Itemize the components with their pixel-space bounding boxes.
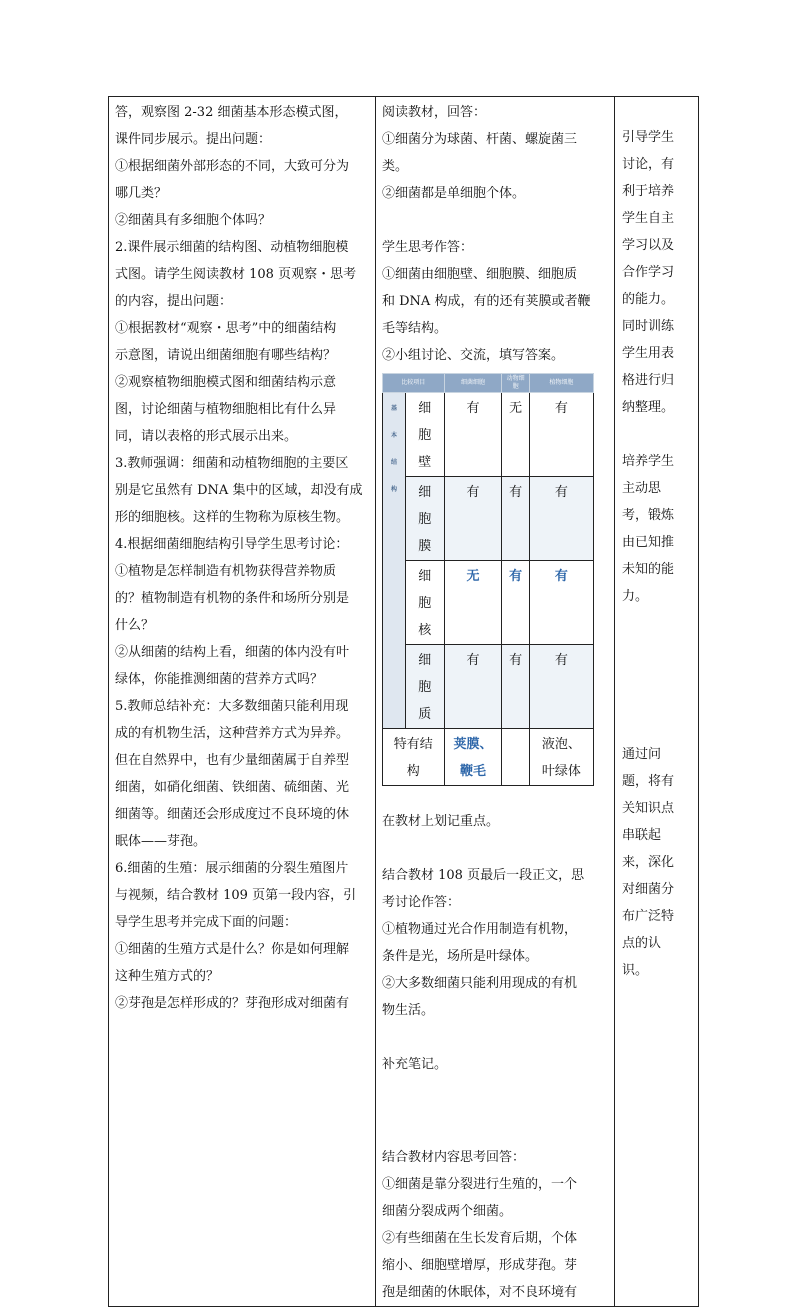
- teacher-text-line: 式图。请学生阅读教材 108 页观察・思考: [115, 267, 357, 282]
- teacher-text-line: ①植物是怎样制造有机物获得营养物质: [115, 564, 337, 579]
- teacher-text-line: 眠体——芽孢。: [115, 834, 207, 849]
- teacher-text-line: 图，讨论细菌与植物细胞相比有什么异: [115, 402, 337, 417]
- intent-text-line: 来，深化: [622, 855, 675, 870]
- intent-text-line: 力。: [622, 589, 649, 604]
- comparison-mini-table: [382, 373, 594, 786]
- intent-text-line: 利于培养: [622, 184, 675, 199]
- mini-cell: [502, 729, 529, 786]
- intent-text-line: 培养学生: [622, 454, 675, 469]
- student-text-line: 考讨论作答：: [382, 895, 461, 910]
- teacher-text-line: ②观察植物细胞模式图和细菌结构示意: [115, 375, 337, 390]
- mini-cell: 有: [502, 477, 529, 561]
- teacher-text-line: 导学生思考并完成下面的问题：: [115, 915, 298, 930]
- intent-text-line: 格进行归: [622, 373, 675, 388]
- student-text-line: ②有些细菌在生长发育后期，个体: [382, 1231, 578, 1246]
- mini-cell: 无: [444, 561, 502, 645]
- intent-text-line: 考，锻炼: [622, 508, 675, 523]
- teacher-text-line: 但在自然界中，也有少量细菌属于自养型: [115, 753, 350, 768]
- teacher-text-line: 6.细菌的生殖：展示细菌的分裂生殖图片: [115, 861, 349, 876]
- lesson-table-page: [108, 96, 686, 1300]
- lesson-plan-table: [108, 96, 699, 1307]
- mini-cell: 荚膜、鞭毛: [444, 729, 502, 786]
- teacher-text-line: 的？植物制造有机物的条件和场所分别是: [115, 591, 350, 606]
- mini-cell: 有: [529, 561, 593, 645]
- teacher-text-line: 同，请以表格的形式展示出来。: [115, 429, 298, 444]
- student-text-line: ②细菌都是单细胞个体。: [382, 186, 526, 201]
- intent-text-line: 纳整理。: [622, 400, 675, 415]
- intent-text-line: 通过问: [622, 747, 662, 762]
- mini-header: 细菌细胞: [444, 374, 502, 393]
- teacher-text-line: 哪几类？: [115, 186, 168, 201]
- intent-text-line: 串联起: [622, 828, 662, 843]
- teacher-text-line: 成的有机物生活，这种营养方式为异养。: [115, 726, 350, 741]
- teacher-text-line: 绿体，你能推测细菌的营养方式吗？: [115, 672, 324, 687]
- teacher-text-line: 什么？: [115, 618, 155, 633]
- teacher-text-line: 示意图，请说出细菌细胞有哪些结构？: [115, 348, 337, 363]
- intent-text-line: 关知识点: [622, 801, 675, 816]
- mini-cell: 有: [529, 393, 593, 477]
- teacher-text-line: 答，观察图 2-32 细菌基本形态模式图，: [115, 105, 348, 120]
- mini-cell: 细胞壁: [406, 393, 445, 477]
- student-text-line: 学生思考作答：: [382, 240, 474, 255]
- intent-text-line: 的能力。: [622, 292, 675, 307]
- student-text-line: 结合教材 108 页最后一段正文，思: [382, 868, 585, 883]
- mini-cell: 有: [529, 645, 593, 729]
- student-text-line: 孢是细菌的休眠体，对不良环境有: [382, 1285, 578, 1300]
- student-text-line: 和 DNA 构成，有的还有荚膜或者鞭: [382, 294, 591, 309]
- student-text-line: ②大多数细菌只能利用现成的有机: [382, 976, 578, 991]
- student-text-line: ①植物通过光合作用制造有机物，: [382, 922, 578, 937]
- student-text-line: ①细菌由细胞壁、细胞膜、细胞质: [382, 267, 578, 282]
- teacher-activity-cell: [109, 97, 376, 1307]
- mini-cell: 有: [444, 645, 502, 729]
- intent-text-line: 识。: [622, 963, 649, 978]
- mini-side-label: 基本结构: [383, 393, 406, 729]
- teacher-text-line: ①根据细菌外部形态的不同，大致可分为: [115, 159, 350, 174]
- teacher-text-line: 细菌，如硝化细菌、铁细菌、硫细菌、光: [115, 780, 350, 795]
- teacher-text-line: 这种生殖方式的？: [115, 969, 220, 984]
- table-row: [109, 97, 699, 1307]
- intent-text-line: 主动思: [622, 481, 662, 496]
- design-intent-cell: [615, 97, 699, 1307]
- teacher-text-line: 课件同步展示。提出问题：: [115, 132, 272, 147]
- teacher-text-line: 形的细胞核。这样的生物称为原核生物。: [115, 510, 350, 525]
- intent-text-line: 引导学生: [622, 130, 675, 145]
- student-text-line: 毛等结构。: [382, 321, 448, 336]
- teacher-text-line: 4.根据细菌细胞结构引导学生思考讨论：: [115, 537, 349, 552]
- student-text-line: ②小组讨论、交流，填写答案。: [382, 348, 565, 363]
- mini-cell: 有: [444, 393, 502, 477]
- intent-text-line: 题，将有: [622, 774, 675, 789]
- mini-header: 动物细胞: [502, 374, 529, 393]
- teacher-text-line: 细菌等。细菌还会形成度过不良环境的休: [115, 807, 350, 822]
- mini-cell: 有: [502, 645, 529, 729]
- teacher-text-line: ①根据教材“观察・思考”中的细菌结构: [115, 321, 337, 336]
- student-text-line: 细菌分裂成两个细菌。: [382, 1204, 513, 1219]
- intent-text-line: 布广泛特: [622, 909, 675, 924]
- teacher-text-line: 别是它虽然有 DNA 集中的区域，却没有成: [115, 483, 363, 498]
- mini-cell: 有: [529, 477, 593, 561]
- intent-text-line: 未知的能: [622, 562, 675, 577]
- student-text-line: 缩小、细胞壁增厚，形成芽孢。芽: [382, 1258, 578, 1273]
- mini-cell: 有: [502, 561, 529, 645]
- intent-text-line: 点的认: [622, 936, 662, 951]
- student-text-line: 阅读教材，回答：: [382, 105, 487, 120]
- mini-header: 植物细胞: [529, 374, 593, 393]
- intent-text-line: 对细菌分: [622, 882, 675, 897]
- student-text-line: 类。: [382, 159, 409, 174]
- mini-cell: 细胞质: [406, 645, 445, 729]
- intent-text-line: 学习以及: [622, 238, 675, 253]
- student-text-line: ①细菌是靠分裂进行生殖的，一个: [382, 1177, 578, 1192]
- teacher-text-line: 的内容，提出问题：: [115, 294, 233, 309]
- mini-cell: 无: [502, 393, 529, 477]
- intent-text-line: 合作学习: [622, 265, 675, 280]
- student-text-line: 条件是光，场所是叶绿体。: [382, 949, 539, 964]
- mini-cell: 有: [444, 477, 502, 561]
- student-text-line: 补充笔记。: [382, 1057, 448, 1072]
- mini-cell: 细胞核: [406, 561, 445, 645]
- intent-text-line: 学生用表: [622, 346, 675, 361]
- mini-cell: 液泡、叶绿体: [529, 729, 593, 786]
- teacher-text-line: 5.教师总结补充：大多数细菌只能利用现: [115, 699, 349, 714]
- teacher-text-line: ②芽孢是怎样形成的？芽孢形成对细菌有: [115, 996, 350, 1011]
- intent-text-line: 学生自主: [622, 211, 675, 226]
- teacher-text-line: ①细菌的生殖方式是什么？你是如何理解: [115, 942, 350, 957]
- intent-text-line: 同时训练: [622, 319, 675, 334]
- teacher-text-line: 3.教师强调：细菌和动植物细胞的主要区: [115, 456, 349, 471]
- student-text-line: 结合教材内容思考回答：: [382, 1150, 526, 1165]
- student-text-line: ①细菌分为球菌、杆菌、螺旋菌三: [382, 132, 578, 147]
- teacher-text-line: 与视频，结合教材 109 页第一段内容，引: [115, 888, 357, 903]
- intent-text-line: 讨论，有: [622, 157, 675, 172]
- mini-cell: 细胞膜: [406, 477, 445, 561]
- mini-header: 比较项目: [383, 374, 445, 393]
- teacher-text-line: ②细菌具有多细胞个体吗？: [115, 213, 272, 228]
- student-text-line: 在教材上划记重点。: [382, 814, 500, 829]
- student-text-line: 物生活。: [382, 1003, 435, 1018]
- mini-special-label: 特有结构: [383, 729, 445, 786]
- teacher-text-line: ②从细菌的结构上看，细菌的体内没有叶: [115, 645, 350, 660]
- student-activity-cell: [376, 97, 615, 1307]
- intent-text-line: 由已知推: [622, 535, 675, 550]
- teacher-text-line: 2.课件展示细菌的结构图、动植物细胞模: [115, 240, 349, 255]
